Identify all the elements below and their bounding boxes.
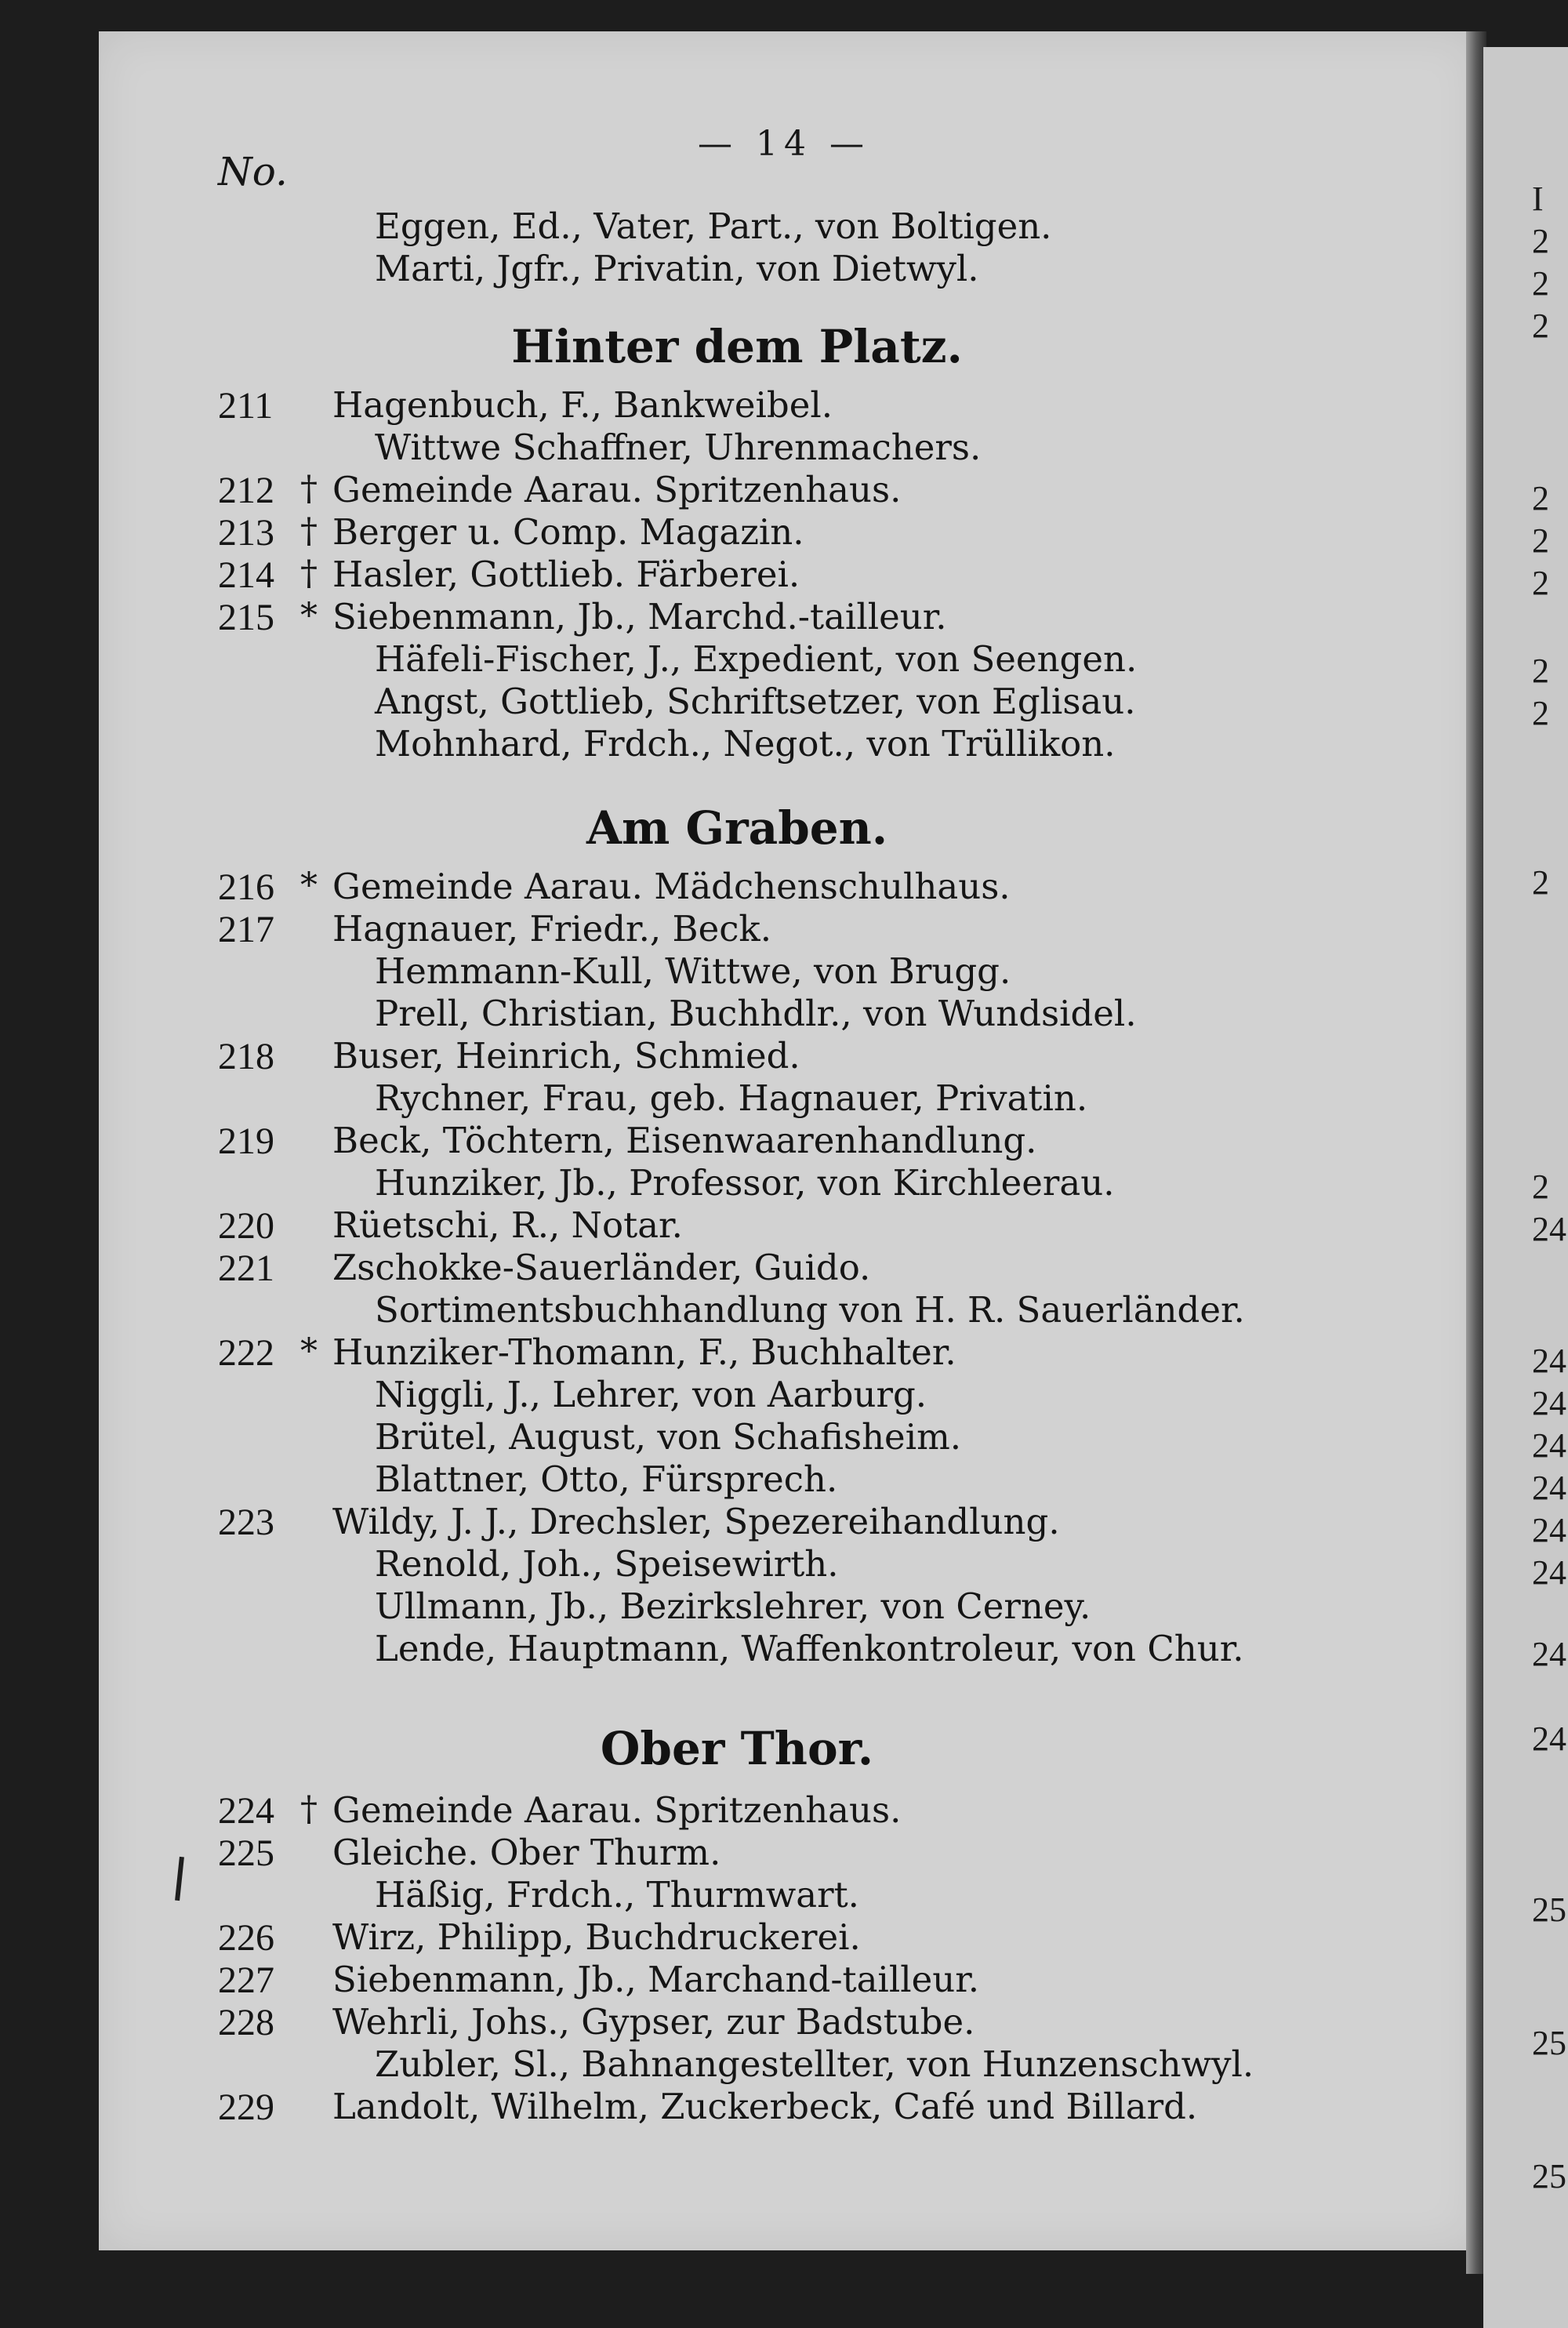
- section-heading: Hinter dem Platz.: [511, 320, 963, 373]
- entry-mark: †: [300, 554, 318, 594]
- section-heading: Ober Thor.: [600, 1722, 874, 1775]
- directory-entry: [0, 1458, 1458, 1502]
- entry-text: Wehrli, Johs., Gypser, zur Badstube.: [332, 2001, 975, 2043]
- house-number: 227: [218, 1959, 274, 2001]
- next-page-fragment: 24: [1532, 1553, 1566, 1592]
- entry-text: Mohnhard, Frdch., Negot., von Trüllikon.: [375, 723, 1116, 764]
- entry-text: Buser, Heinrich, Schmied.: [332, 1035, 800, 1077]
- entry-text: Blattner, Otto, Fürsprech.: [375, 1458, 838, 1500]
- directory-entry: [0, 511, 1458, 555]
- next-page-fragment: 24: [1532, 1384, 1566, 1422]
- directory-entry: [0, 1789, 1458, 1833]
- next-page-fragment: 2: [1532, 222, 1549, 260]
- directory-entry: [0, 1628, 1458, 1672]
- next-page-fragment: I: [1532, 180, 1544, 218]
- entry-text: Zschokke-Sauerländer, Guido.: [332, 1247, 871, 1288]
- next-page-fragment: 24: [1532, 1511, 1566, 1549]
- entry-mark: †: [300, 469, 318, 509]
- directory-entry: [0, 1832, 1458, 1876]
- house-number: 228: [218, 2002, 274, 2043]
- directory-entry: [0, 1374, 1458, 1418]
- entry-text: Siebenmann, Jb., Marchand-tailleur.: [332, 1959, 980, 2000]
- entry-text: Zubler, Sl., Bahnangestellter, von Hunzenschwyl.: [375, 2043, 1254, 2085]
- directory-entry: [0, 248, 1458, 292]
- directory-entry: [0, 554, 1458, 597]
- house-number: 212: [218, 470, 274, 511]
- next-page-fragment: 24: [1532, 1342, 1566, 1380]
- next-page-fragment: 2: [1532, 564, 1549, 602]
- directory-entry: [0, 1120, 1458, 1164]
- entry-text: Wirz, Philipp, Buchdruckerei.: [332, 1916, 861, 1958]
- directory-entry: [0, 427, 1458, 470]
- house-number: 216: [218, 866, 274, 908]
- entry-text: Berger u. Comp. Magazin.: [332, 511, 804, 553]
- entry-text: Hemmann-Kull, Wittwe, von Brugg.: [375, 950, 1011, 992]
- directory-entry: [0, 2001, 1458, 2045]
- directory-entry: [0, 950, 1458, 994]
- entry-text: Rychner, Frau, geb. Hagnauer, Privatin.: [375, 1077, 1088, 1119]
- entry-text: Gleiche. Ober Thurm.: [332, 1832, 721, 1873]
- directory-entry: [0, 723, 1458, 767]
- entry-text: Hagnauer, Friedr., Beck.: [332, 908, 771, 950]
- directory-entry: [0, 993, 1458, 1037]
- directory-entry: [0, 1874, 1458, 1918]
- number-column-header: No.: [218, 149, 288, 194]
- house-number: 222: [218, 1332, 274, 1374]
- entry-text: Gemeinde Aarau. Mädchenschulhaus.: [332, 866, 1011, 907]
- next-page-fragment: 24: [1532, 1720, 1566, 1758]
- directory-entry: [0, 1959, 1458, 2003]
- entry-text: Eggen, Ed., Vater, Part., von Boltigen.: [375, 205, 1052, 247]
- entry-text: Häfeli-Fischer, J., Expedient, von Seengen.: [375, 638, 1138, 680]
- entry-mark: *: [300, 866, 318, 906]
- directory-entry: [0, 1543, 1458, 1587]
- house-number: 214: [218, 554, 274, 596]
- entry-text: Lende, Hauptmann, Waffenkontroleur, von Chur.: [375, 1628, 1244, 1669]
- entry-text: Ullmann, Jb., Bezirkslehrer, von Cerney.: [375, 1585, 1091, 1627]
- directory-entry: [0, 638, 1458, 682]
- adjacent-page: [1483, 47, 1568, 2328]
- directory-entry: [0, 1331, 1458, 1375]
- directory-entry: [0, 1035, 1458, 1079]
- house-number: 213: [218, 512, 274, 554]
- entry-mark: †: [300, 511, 318, 551]
- entry-text: Hunziker, Jb., Professor, von Kirchleerau.: [375, 1162, 1115, 1204]
- house-number: 218: [218, 1036, 274, 1077]
- entry-text: Niggli, J., Lehrer, von Aarburg.: [375, 1374, 927, 1415]
- entry-text: Sortimentsbuchhandlung von H. R. Sauerländer.: [375, 1289, 1245, 1331]
- directory-entry: [0, 2043, 1458, 2087]
- directory-entry: [0, 469, 1458, 513]
- directory-entry: [0, 1077, 1458, 1121]
- section-heading: Am Graben.: [586, 801, 888, 855]
- house-number: 221: [218, 1248, 274, 1289]
- house-number: 229: [218, 2086, 274, 2128]
- directory-entry: [0, 2086, 1458, 2130]
- entry-mark: *: [300, 596, 318, 636]
- next-page-fragment: 2: [1532, 863, 1549, 902]
- house-number: 220: [218, 1205, 274, 1247]
- entry-text: Wildy, J. J., Drechsler, Spezereihandlung.: [332, 1501, 1060, 1542]
- entry-text: Rüetschi, R., Notar.: [332, 1204, 683, 1246]
- directory-entry: [0, 1204, 1458, 1248]
- next-page-fragment: 2: [1532, 479, 1549, 518]
- house-number: 223: [218, 1502, 274, 1543]
- next-page-fragment: 25: [1532, 1890, 1566, 1929]
- next-page-fragment: 2: [1532, 1168, 1549, 1206]
- next-page-fragment: 2: [1532, 264, 1549, 303]
- next-page-fragment: 24: [1532, 1469, 1566, 1507]
- entry-text: Siebenmann, Jb., Marchd.-tailleur.: [332, 596, 947, 637]
- directory-entry: [0, 681, 1458, 725]
- page-number: — 14 —: [698, 124, 870, 164]
- next-page-fragment: 2: [1532, 307, 1549, 345]
- next-page-fragment: 25: [1532, 2157, 1566, 2195]
- directory-entry: [0, 1416, 1458, 1460]
- entry-text: Marti, Jgfr., Privatin, von Dietwyl.: [375, 248, 979, 289]
- directory-entry: [0, 205, 1458, 249]
- entry-text: Gemeinde Aarau. Spritzenhaus.: [332, 469, 902, 510]
- directory-entry: [0, 1916, 1458, 1960]
- entry-text: Hasler, Gottlieb. Färberei.: [332, 554, 800, 595]
- entry-mark: †: [300, 1789, 318, 1829]
- house-number: 226: [218, 1917, 274, 1959]
- house-number: 211: [218, 385, 274, 427]
- entry-text: Hagenbuch, F., Bankweibel.: [332, 384, 833, 426]
- directory-entry: [0, 596, 1458, 640]
- next-page-fragment: 24: [1532, 1635, 1566, 1673]
- next-page-fragment: 25: [1532, 2024, 1566, 2062]
- entry-text: Gemeinde Aarau. Spritzenhaus.: [332, 1789, 902, 1831]
- entry-text: Hunziker-Thomann, F., Buchhalter.: [332, 1331, 956, 1373]
- directory-entry: [0, 1162, 1458, 1206]
- house-number: 217: [218, 909, 274, 950]
- entry-text: Renold, Joh., Speisewirth.: [375, 1543, 839, 1585]
- house-number: 219: [218, 1120, 274, 1162]
- directory-entry: [0, 1247, 1458, 1291]
- directory-entry: [0, 1501, 1458, 1545]
- next-page-fragment: 2: [1532, 652, 1549, 690]
- directory-entry: [0, 1585, 1458, 1629]
- house-number: 215: [218, 597, 274, 638]
- directory-entry: [0, 1289, 1458, 1333]
- entry-text: Brütel, August, von Schafisheim.: [375, 1416, 962, 1458]
- directory-entry: [0, 908, 1458, 952]
- next-page-fragment: 2: [1532, 521, 1549, 560]
- entry-text: Beck, Töchtern, Eisenwaarenhandlung.: [332, 1120, 1037, 1161]
- next-page-fragment: 2: [1532, 694, 1549, 732]
- entry-text: Angst, Gottlieb, Schriftsetzer, von Eglisau.: [375, 681, 1136, 722]
- entry-text: Prell, Christian, Buchhdlr., von Wundsidel.: [375, 993, 1137, 1034]
- entry-text: Häßig, Frdch., Thurmwart.: [375, 1874, 859, 1916]
- entry-text: Landolt, Wilhelm, Zuckerbeck, Café und Billard.: [332, 2086, 1198, 2127]
- next-page-fragment: 24: [1532, 1426, 1566, 1465]
- entry-text: Wittwe Schaffner, Uhrenmachers.: [375, 427, 982, 468]
- next-page-fragment: 24: [1532, 1210, 1566, 1248]
- house-number: 225: [218, 1832, 274, 1874]
- house-number: 224: [218, 1790, 274, 1832]
- directory-entry: [0, 384, 1458, 428]
- entry-mark: *: [300, 1331, 318, 1371]
- directory-entry: [0, 866, 1458, 910]
